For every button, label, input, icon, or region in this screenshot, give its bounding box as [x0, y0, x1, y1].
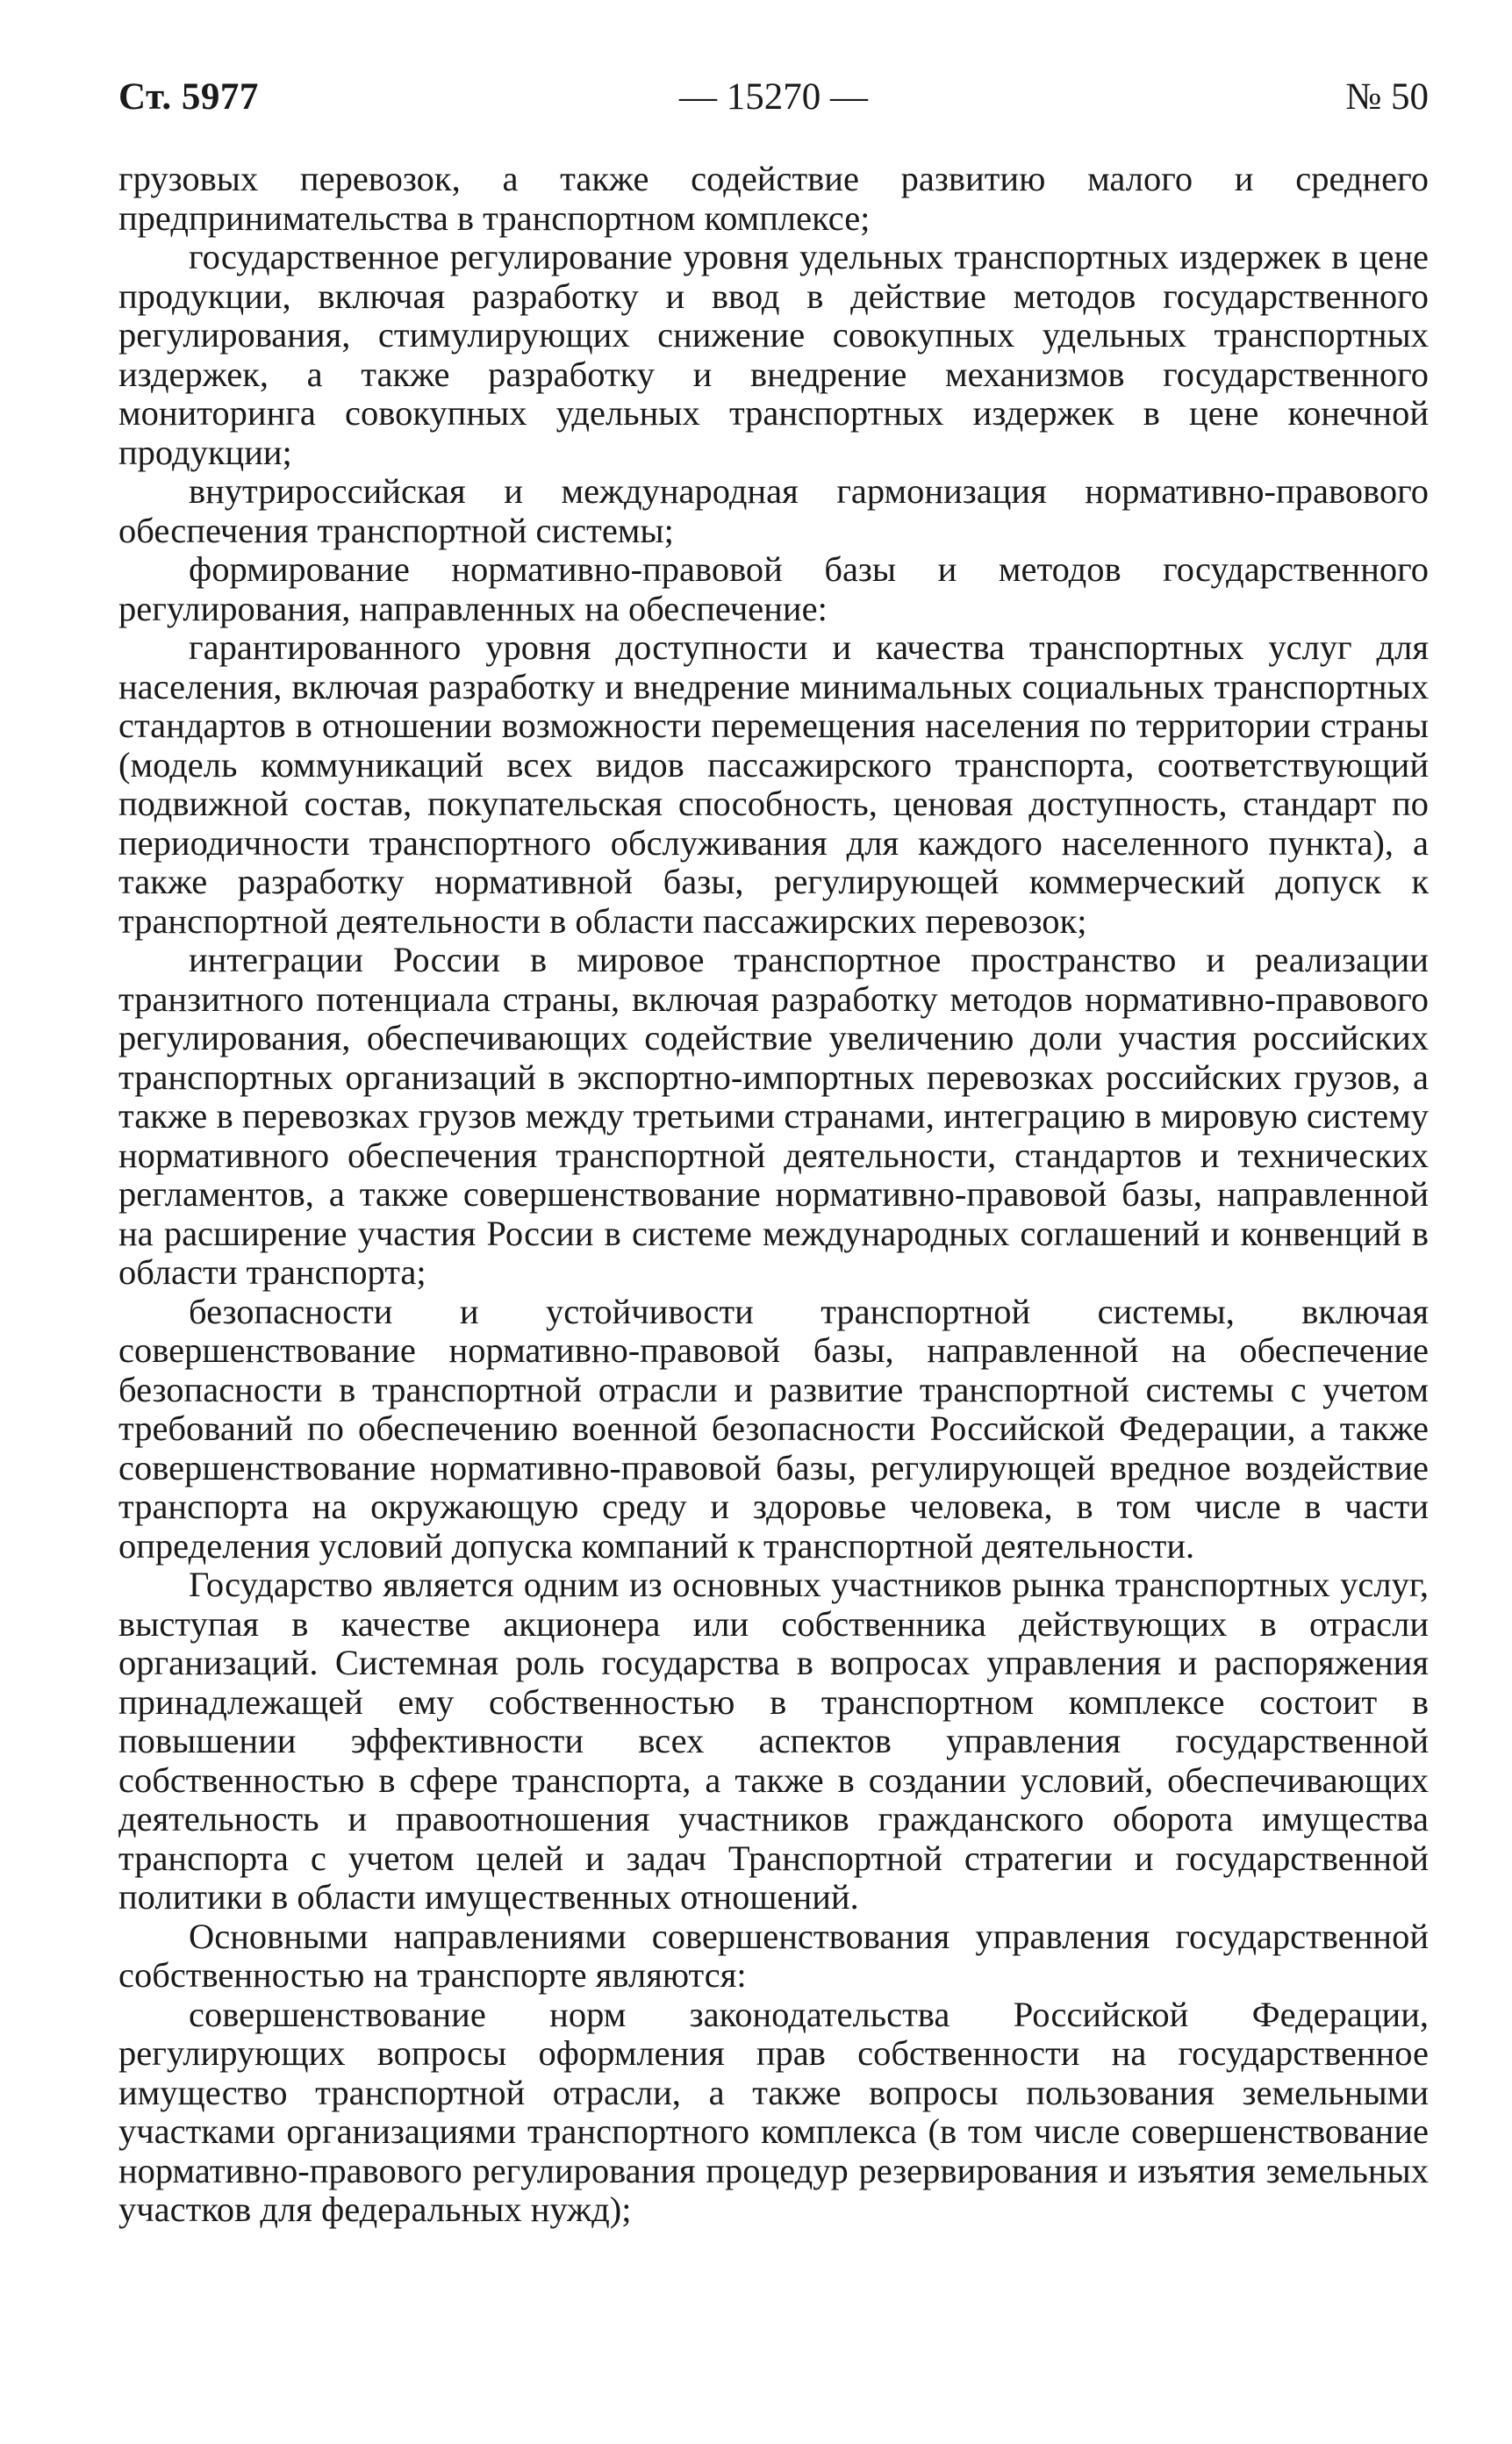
paragraph: государственное регулирование уровня удельных транспортных издержек в цене продукции, включая разработку и ввод в действие методов государственного регулирования, стимулирующих снижение совокупных удельных транспортных издержек, а также разработку и внедрение механизмов государственного мониторинга совокупных удельных транспортных издержек в цене конечной продукции;	[118, 237, 1429, 472]
paragraph: совершенствование норм законодательства Российской Федерации, регулирующих вопросы оформления прав собственности на государственное имущество транспортной отрасли, а также вопросы пользования земельными участками организациями транспортного комплекса (в том числе совершенствование нормативно-правового регулирования процедур резервирования и изъятия земельных участков для федеральных нужд);	[118, 1994, 1429, 2229]
paragraph: внутрироссийская и международная гармонизация нормативно-правового обеспечения транспортной системы;	[118, 471, 1429, 550]
page-header	[118, 0, 1429, 160]
paragraph: Государство является одним из основных участников рынка транспортных услуг, выступая в качестве акционера или собственника действующих в отрасли организаций. Системная роль государства в вопросах управления и распоряжения принадлежащей ему собственностью в транспортном комплексе состоит в повышении эффективности всех аспектов управления государственной собственностью в сфере транспорта, а также в создании условий, обеспечивающих деятельность и правоотношения участников гражданского оборота имущества транспорта с учетом целей и задач Транспортной стратегии и государственной политики в области имущественных отношений.	[118, 1565, 1429, 1917]
document-page	[118, 0, 1429, 2230]
document-body	[118, 160, 1429, 2230]
paragraph: интеграции России в мировое транспортное пространство и реализации транзитного потенциала страны, включая разработку методов нормативно-правового регулирования, обеспечивающих содействие увеличению доли участия российских транспортных организаций в экспортно-импортных перевозках российских грузов, а также в перевозках грузов между третьими странами, интеграцию в мировую систему нормативного обеспечения транспортной деятельности, стандартов и технических регламентов, а также совершенствование нормативно-правовой базы, направленной на расширение участия России в системе международных соглашений и конвенций в области транспорта;	[118, 940, 1429, 1292]
paragraph: грузовых перевозок, а также содействие развитию малого и среднего предпринимательства в транспортном комплексе;	[118, 159, 1429, 238]
paragraph: Основными направлениями совершенствования управления государственной собственностью на транспорте являются:	[118, 1916, 1429, 1995]
paragraph: гарантированного уровня доступности и качества транспортных услуг для населения, включая разработку и внедрение минимальных социальных транспортных стандартов в отношении возможности перемещения населения по территории страны (модель коммуникаций всех видов пассажирского транспорта, соответствующий подвижной состав, покупательская способность, ценовая доступность, стандарт по периодичности транспортного обслуживания для каждого населенного пункта), а также разработку нормативной базы, регулирующей коммерческий допуск к транспортной деятельности в области пассажирских перевозок;	[118, 627, 1429, 941]
paragraph: формирование нормативно-правовой базы и методов государственного регулирования, направленных на обеспечение:	[118, 549, 1429, 628]
paragraph: безопасности и устойчивости транспортной системы, включая совершенствование нормативно-правовой базы, направленной на обеспечение безопасности в транспортной отрасли и развитие транспортной системы с учетом требований по обеспечению военной безопасности Российской Федерации, а также совершенствование нормативно-правовой базы, регулирующей вредное воздействие транспорта на окружающую среду и здоровье человека, в том числе в части определения условий допуска компаний к транспортной деятельности.	[118, 1291, 1429, 1566]
page-number: — 15270 —	[679, 76, 868, 118]
issue-number: № 50	[1345, 76, 1429, 118]
article-number: Ст. 5977	[118, 76, 259, 118]
